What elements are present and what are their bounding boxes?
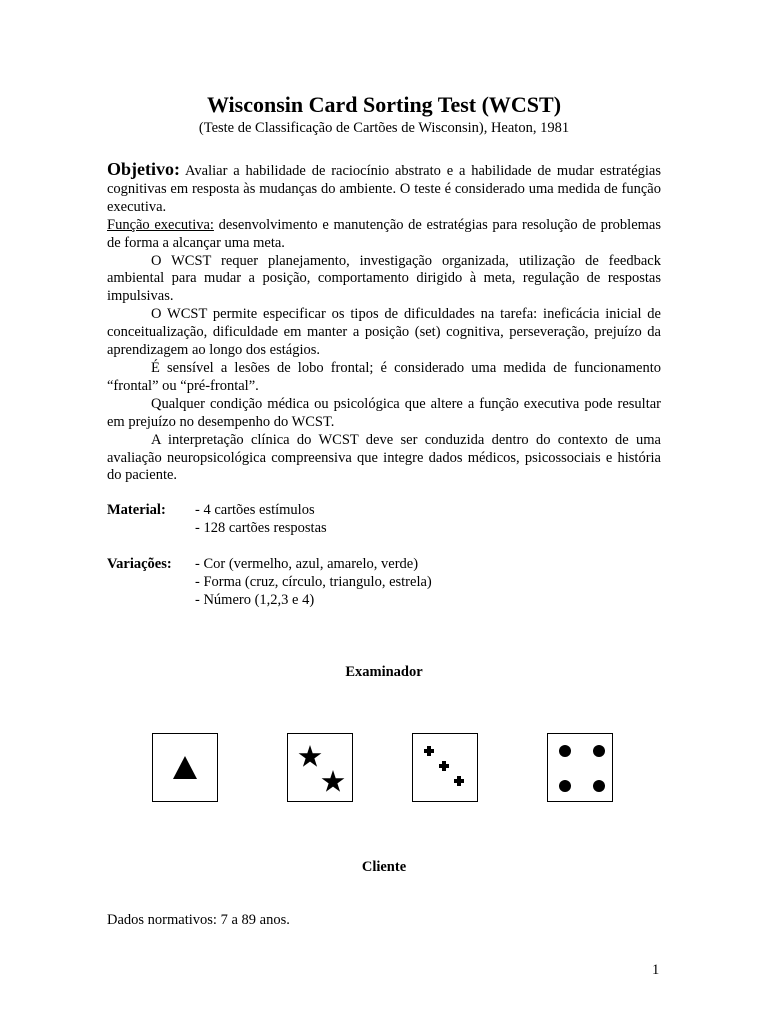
stimulus-card-3: [412, 733, 478, 802]
executive-function-text: desenvolvimento e manutenção de estratégias para resolução de problemas de forma a alcançar uma meta.: [107, 216, 661, 251]
circle-icon: [548, 734, 614, 803]
normative-data: Dados normativos: 7 a 89 anos.: [107, 912, 290, 928]
list-item: - Forma (cruz, círculo, triangulo, estrela): [195, 573, 432, 590]
list-item: - 128 cartões respostas: [195, 519, 327, 536]
objective-label: Objetivo:: [107, 159, 180, 179]
variations-label: Variações:: [107, 556, 172, 572]
executive-function-paragraph: [107, 217, 661, 253]
paragraph-planning: O WCST requer planejamento, investigação organizada, utilização de feedback ambiental para mudar a posição, comportamento dirigido à meta, regulação de respostas impulsivas.: [107, 252, 661, 305]
paragraph-difficulties: O WCST permite especificar os tipos de dificuldades na tarefa: ineficácia inicial de conceitualização, dificuldade em manter a posição (set) cognitiva, perseveração, prejuízo da aprendizagem ao longo dos estágios.: [107, 306, 661, 359]
material-list: [195, 502, 327, 538]
objective-paragraph: [107, 161, 661, 217]
page-number: 1: [652, 962, 660, 978]
examiner-label: Examinador: [345, 664, 423, 680]
document-title: Wisconsin Card Sorting Test (WCST): [206, 92, 562, 117]
list-item: - Número (1,2,3 e 4): [195, 591, 315, 608]
triangle-icon: [153, 734, 219, 803]
paragraph-interpretation: A interpretação clínica do WCST deve ser conduzida dentro do contexto de uma avaliação neuropsicológica compreensiva que integre dados médicos, psicossociais e história do paciente.: [107, 431, 661, 484]
stimulus-card-2: [287, 733, 353, 802]
stimulus-card-1: [152, 733, 218, 802]
stimulus-card-4: [547, 733, 613, 802]
list-item: - Cor (vermelho, azul, amarelo, verde): [195, 556, 419, 572]
document-body: [107, 161, 661, 485]
paragraph-medical-condition: Qualquer condição médica ou psicológica que altere a função executiva pode resultar em prejuízo no desempenho do WCST.: [107, 395, 661, 430]
star-icon: [288, 734, 354, 803]
objective-text: Avaliar a habilidade de raciocínio abstrato e a habilidade de mudar estratégias cognitivas em resposta às mudanças do ambiente. O teste é considerado uma medida de função executiva.: [107, 163, 661, 215]
variations-list: [195, 556, 432, 610]
material-label: Material:: [107, 502, 166, 518]
client-label: Cliente: [361, 859, 407, 875]
cross-icon: [413, 734, 479, 803]
executive-function-label: Função executiva:: [107, 216, 214, 233]
list-item: - 4 cartões estímulos: [195, 502, 315, 518]
paragraph-frontal: É sensível a lesões de lobo frontal; é considerado uma medida de funcionamento “frontal” ou “pré-frontal”.: [107, 359, 661, 394]
document-subtitle: (Teste de Classificação de Cartões de Wisconsin), Heaton, 1981: [198, 120, 570, 136]
